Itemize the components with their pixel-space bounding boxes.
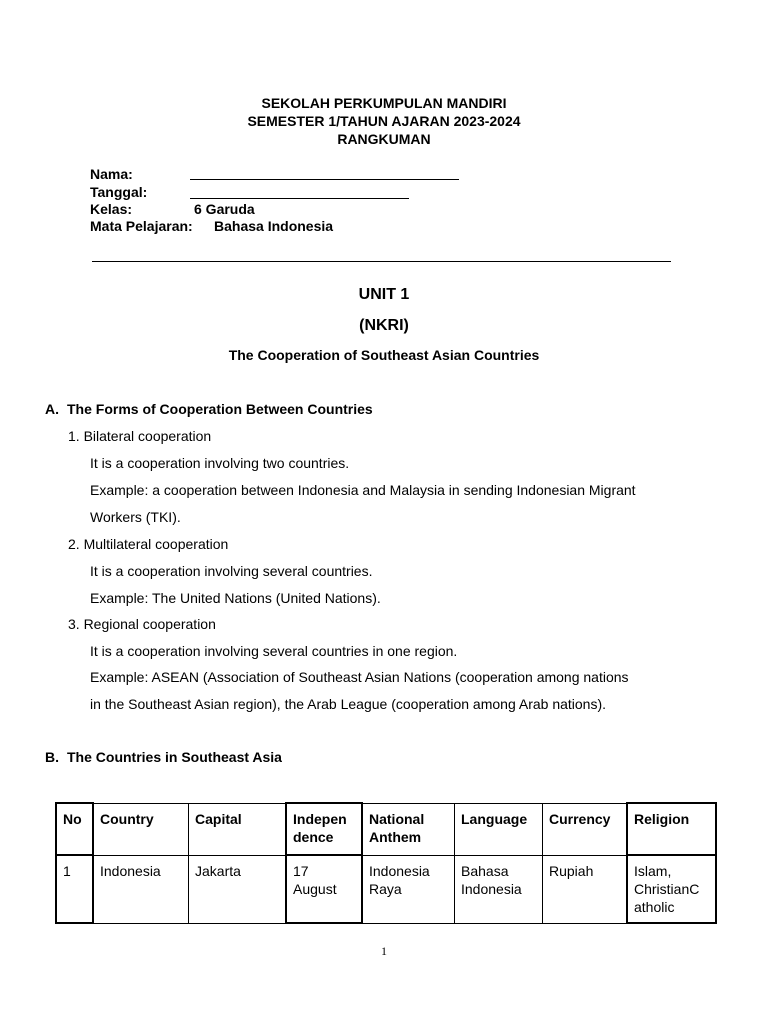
- semester-line: SEMESTER 1/TAHUN AJARAN 2023-2024: [247, 113, 521, 129]
- tanggal-input-line[interactable]: [190, 198, 409, 199]
- nama-input-line[interactable]: [190, 179, 459, 180]
- school-name: SEKOLAH PERKUMPULAN MANDIRI: [261, 95, 507, 111]
- header-independence: Indepen dence: [286, 803, 362, 855]
- cell-country: Indonesia: [93, 855, 189, 923]
- section-b-title: The Countries in Southeast Asia: [67, 749, 282, 765]
- section-a-title: The Forms of Cooperation Between Countries: [67, 401, 373, 417]
- cell-currency: Rupiah: [543, 855, 628, 923]
- document-header: [0, 94, 768, 148]
- item-3-line-3: in the Southeast Asian region), the Arab League (cooperation among Arab nations).: [90, 696, 607, 712]
- header-no: No: [56, 803, 93, 855]
- unit-topic: The Cooperation of Southeast Asian Countries: [228, 347, 540, 363]
- item-2-heading: 2. Multilateral cooperation: [68, 536, 229, 552]
- cell-language: Bahasa Indonesia: [455, 855, 543, 923]
- header-country: Country: [93, 803, 189, 855]
- cell-religion: Islam, ChristianC atholic: [627, 855, 716, 923]
- item-2-line-2: Example: The United Nations (United Nations).: [90, 590, 381, 606]
- table-row: [56, 855, 716, 923]
- section-a-letter: A.: [45, 401, 59, 417]
- section-b-letter: B.: [45, 749, 59, 765]
- nama-label: Nama:: [90, 166, 133, 182]
- countries-table: [55, 802, 717, 924]
- section-b-heading: [45, 749, 282, 765]
- kelas-value: 6 Garuda: [194, 201, 255, 217]
- table-header-row: [56, 803, 716, 855]
- item-1-line-2: Example: a cooperation between Indonesia and Malaysia in sending Indonesian Migrant: [90, 482, 636, 498]
- cell-national-anthem: Indonesia Raya: [362, 855, 455, 923]
- item-1-heading: 1. Bilateral cooperation: [68, 428, 212, 444]
- item-1-line-3: Workers (TKI).: [90, 509, 181, 525]
- header-currency: Currency: [543, 803, 628, 855]
- cell-no: 1: [56, 855, 93, 923]
- header-language: Language: [455, 803, 543, 855]
- kelas-label: Kelas:: [90, 201, 133, 217]
- mapel-label: Mata Pelajaran:: [90, 218, 193, 234]
- section-a-heading: [45, 401, 373, 417]
- horizontal-divider: [92, 261, 671, 262]
- item-2-line-1: It is a cooperation involving several countries.: [90, 563, 373, 579]
- mapel-value: Bahasa Indonesia: [214, 218, 334, 234]
- page-number: 1: [381, 944, 387, 958]
- header-national-anthem: National Anthem: [362, 803, 455, 855]
- cell-capital: Jakarta: [189, 855, 287, 923]
- cell-independence: 17 August: [286, 855, 362, 923]
- header-capital: Capital: [189, 803, 287, 855]
- document-type: RANGKUMAN: [337, 131, 431, 147]
- item-3-line-2: Example: ASEAN (Association of Southeast Asian Nations (cooperation among nations: [90, 669, 629, 685]
- unit-subtitle: (NKRI): [359, 317, 409, 334]
- tanggal-label: Tanggal:: [90, 184, 148, 200]
- header-religion: Religion: [627, 803, 716, 855]
- item-1-line-1: It is a cooperation involving two countries.: [90, 455, 350, 471]
- unit-title: UNIT 1: [358, 286, 410, 303]
- item-3-line-1: It is a cooperation involving several countries in one region.: [90, 643, 458, 659]
- item-3-heading: 3. Regional cooperation: [68, 616, 216, 632]
